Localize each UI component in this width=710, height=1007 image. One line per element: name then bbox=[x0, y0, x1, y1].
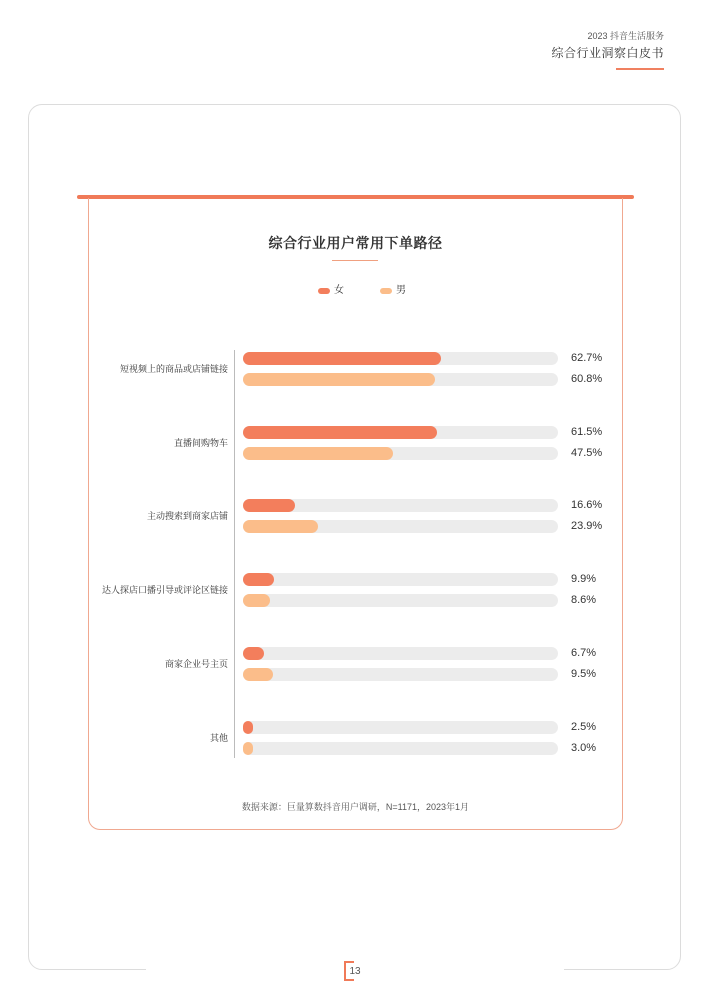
header-title: 综合行业洞察白皮书 bbox=[551, 46, 664, 60]
value-label-female: 2.5% bbox=[571, 720, 597, 733]
bar-track bbox=[243, 721, 558, 734]
category-label: 主动搜索到商家店铺 bbox=[146, 511, 228, 522]
category-axis-line bbox=[234, 350, 235, 758]
chart-title: 综合行业用户常用下单路径 bbox=[268, 235, 443, 251]
legend-label-male: 男 bbox=[396, 285, 406, 296]
bar-female bbox=[243, 426, 437, 439]
value-label-male: 60.8% bbox=[571, 373, 603, 385]
bar-male bbox=[243, 742, 253, 755]
category-label: 其他 bbox=[209, 732, 228, 743]
bar-female bbox=[243, 352, 441, 365]
header-subtitle: 2023 抖音生活服务 bbox=[587, 31, 664, 41]
value-label-male: 3.0% bbox=[571, 741, 597, 754]
category-label: 短视频上的商品或店铺链接 bbox=[119, 364, 228, 374]
value-label-female: 16.6% bbox=[571, 499, 603, 512]
bar-track bbox=[243, 573, 558, 586]
bar-female bbox=[243, 721, 253, 734]
header-underline bbox=[616, 68, 664, 70]
value-label-male: 8.6% bbox=[571, 594, 597, 607]
bar-male bbox=[243, 520, 318, 533]
bar-track bbox=[243, 647, 558, 660]
value-label-male: 47.5% bbox=[571, 446, 603, 459]
legend-label-female: 女 bbox=[334, 285, 344, 296]
bar-male bbox=[243, 373, 435, 386]
value-label-female: 6.7% bbox=[571, 646, 597, 659]
page-number: 13 bbox=[349, 966, 361, 977]
value-label-female: 61.5% bbox=[571, 425, 603, 438]
category-label: 商家企业号主页 bbox=[164, 658, 228, 669]
value-label-female: 9.9% bbox=[571, 573, 597, 586]
data-source-note: 数据来源：巨量算数抖音用户调研，N=1171，2023年1月 bbox=[241, 802, 470, 812]
bar-track bbox=[243, 594, 558, 607]
chart-title-underline bbox=[332, 260, 378, 261]
page-header bbox=[551, 30, 664, 62]
value-label-male: 9.5% bbox=[571, 667, 597, 680]
bar-male bbox=[243, 594, 270, 607]
bar-male bbox=[243, 447, 393, 460]
bar-female bbox=[243, 499, 295, 512]
bar-male bbox=[243, 668, 273, 681]
bar-female bbox=[243, 573, 274, 586]
value-label-male: 23.9% bbox=[571, 520, 603, 533]
bar-track bbox=[243, 742, 558, 755]
bar-female bbox=[243, 647, 264, 660]
legend-swatch-male bbox=[380, 288, 392, 294]
category-label: 直播间购物车 bbox=[173, 437, 228, 448]
category-label: 达人探店口播引导或评论区链接 bbox=[101, 585, 228, 596]
legend-swatch-female bbox=[318, 288, 330, 294]
bar-track bbox=[243, 668, 558, 681]
value-label-female: 62.7% bbox=[571, 352, 603, 364]
